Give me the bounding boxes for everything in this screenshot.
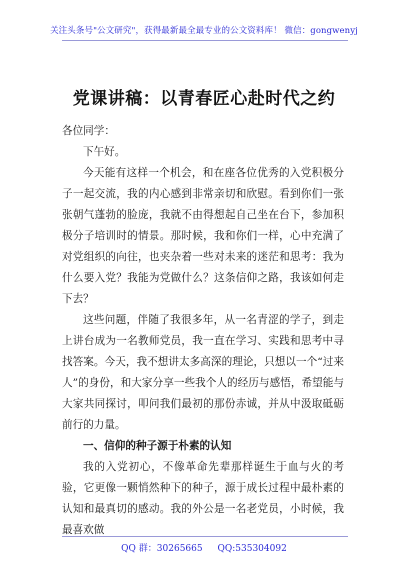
greeting: 下午好。 (83, 146, 126, 158)
document-body (62, 121, 344, 541)
section-heading: 一、信仰的种子源于朴素的认知 (83, 440, 232, 452)
footer (0, 541, 408, 554)
footer-qq: QQ:535304092 (217, 544, 287, 554)
body-paragraph: 今天能有这样一个机会，和在座各位优秀的入党积极分子一起交流，我的内心感到非常亲切和欣慰。看到你们一张张朝气蓬勃的脸庞，我就不由得想起自己坐在台下，参加积极分子培训时的情景。那时候，我和你们一样，心中充满了对党组织的向往，也夹杂着一些对未来的迷茫和思考：我为什么要入党？我能为党做什么？这条信仰之路，我该如何走下去？ (62, 167, 344, 305)
header-note: 关注头条号"公文研究"，获得最新最全最专业的公文资料库！ 微信：gongwenyj (50, 26, 358, 36)
salutation: 各位同学： (62, 125, 115, 137)
footer-divider (62, 536, 348, 537)
footer-qq-group: QQ 群：30265665 (121, 544, 203, 554)
body-paragraph: 这些问题，伴随了我很多年，从一名青涩的学子，到走上讲台成为一名教师党员，我一直在学习、实践和思考中寻找答案。今天，我不想讲太多高深的理论，只想以一个“过来人”的身份，和大家分享一些我个人的经历与感悟，希望能与大家共同探讨，叩问我们最初的那份赤诚，并从中汲取砥砺前行的力量。 (62, 314, 344, 431)
header-divider (62, 40, 348, 41)
section-paragraph: 我的入党初心，不像革命先辈那样诞生于血与火的考验，它更像一颗悄然种下的种子，源于成长过程中最朴素的认知和最真切的感动。我的外公是一名老党员，小时候，我最喜欢做 (62, 461, 344, 536)
page-title: 党课讲稿：以青春匠心赴时代之约 (72, 89, 336, 109)
